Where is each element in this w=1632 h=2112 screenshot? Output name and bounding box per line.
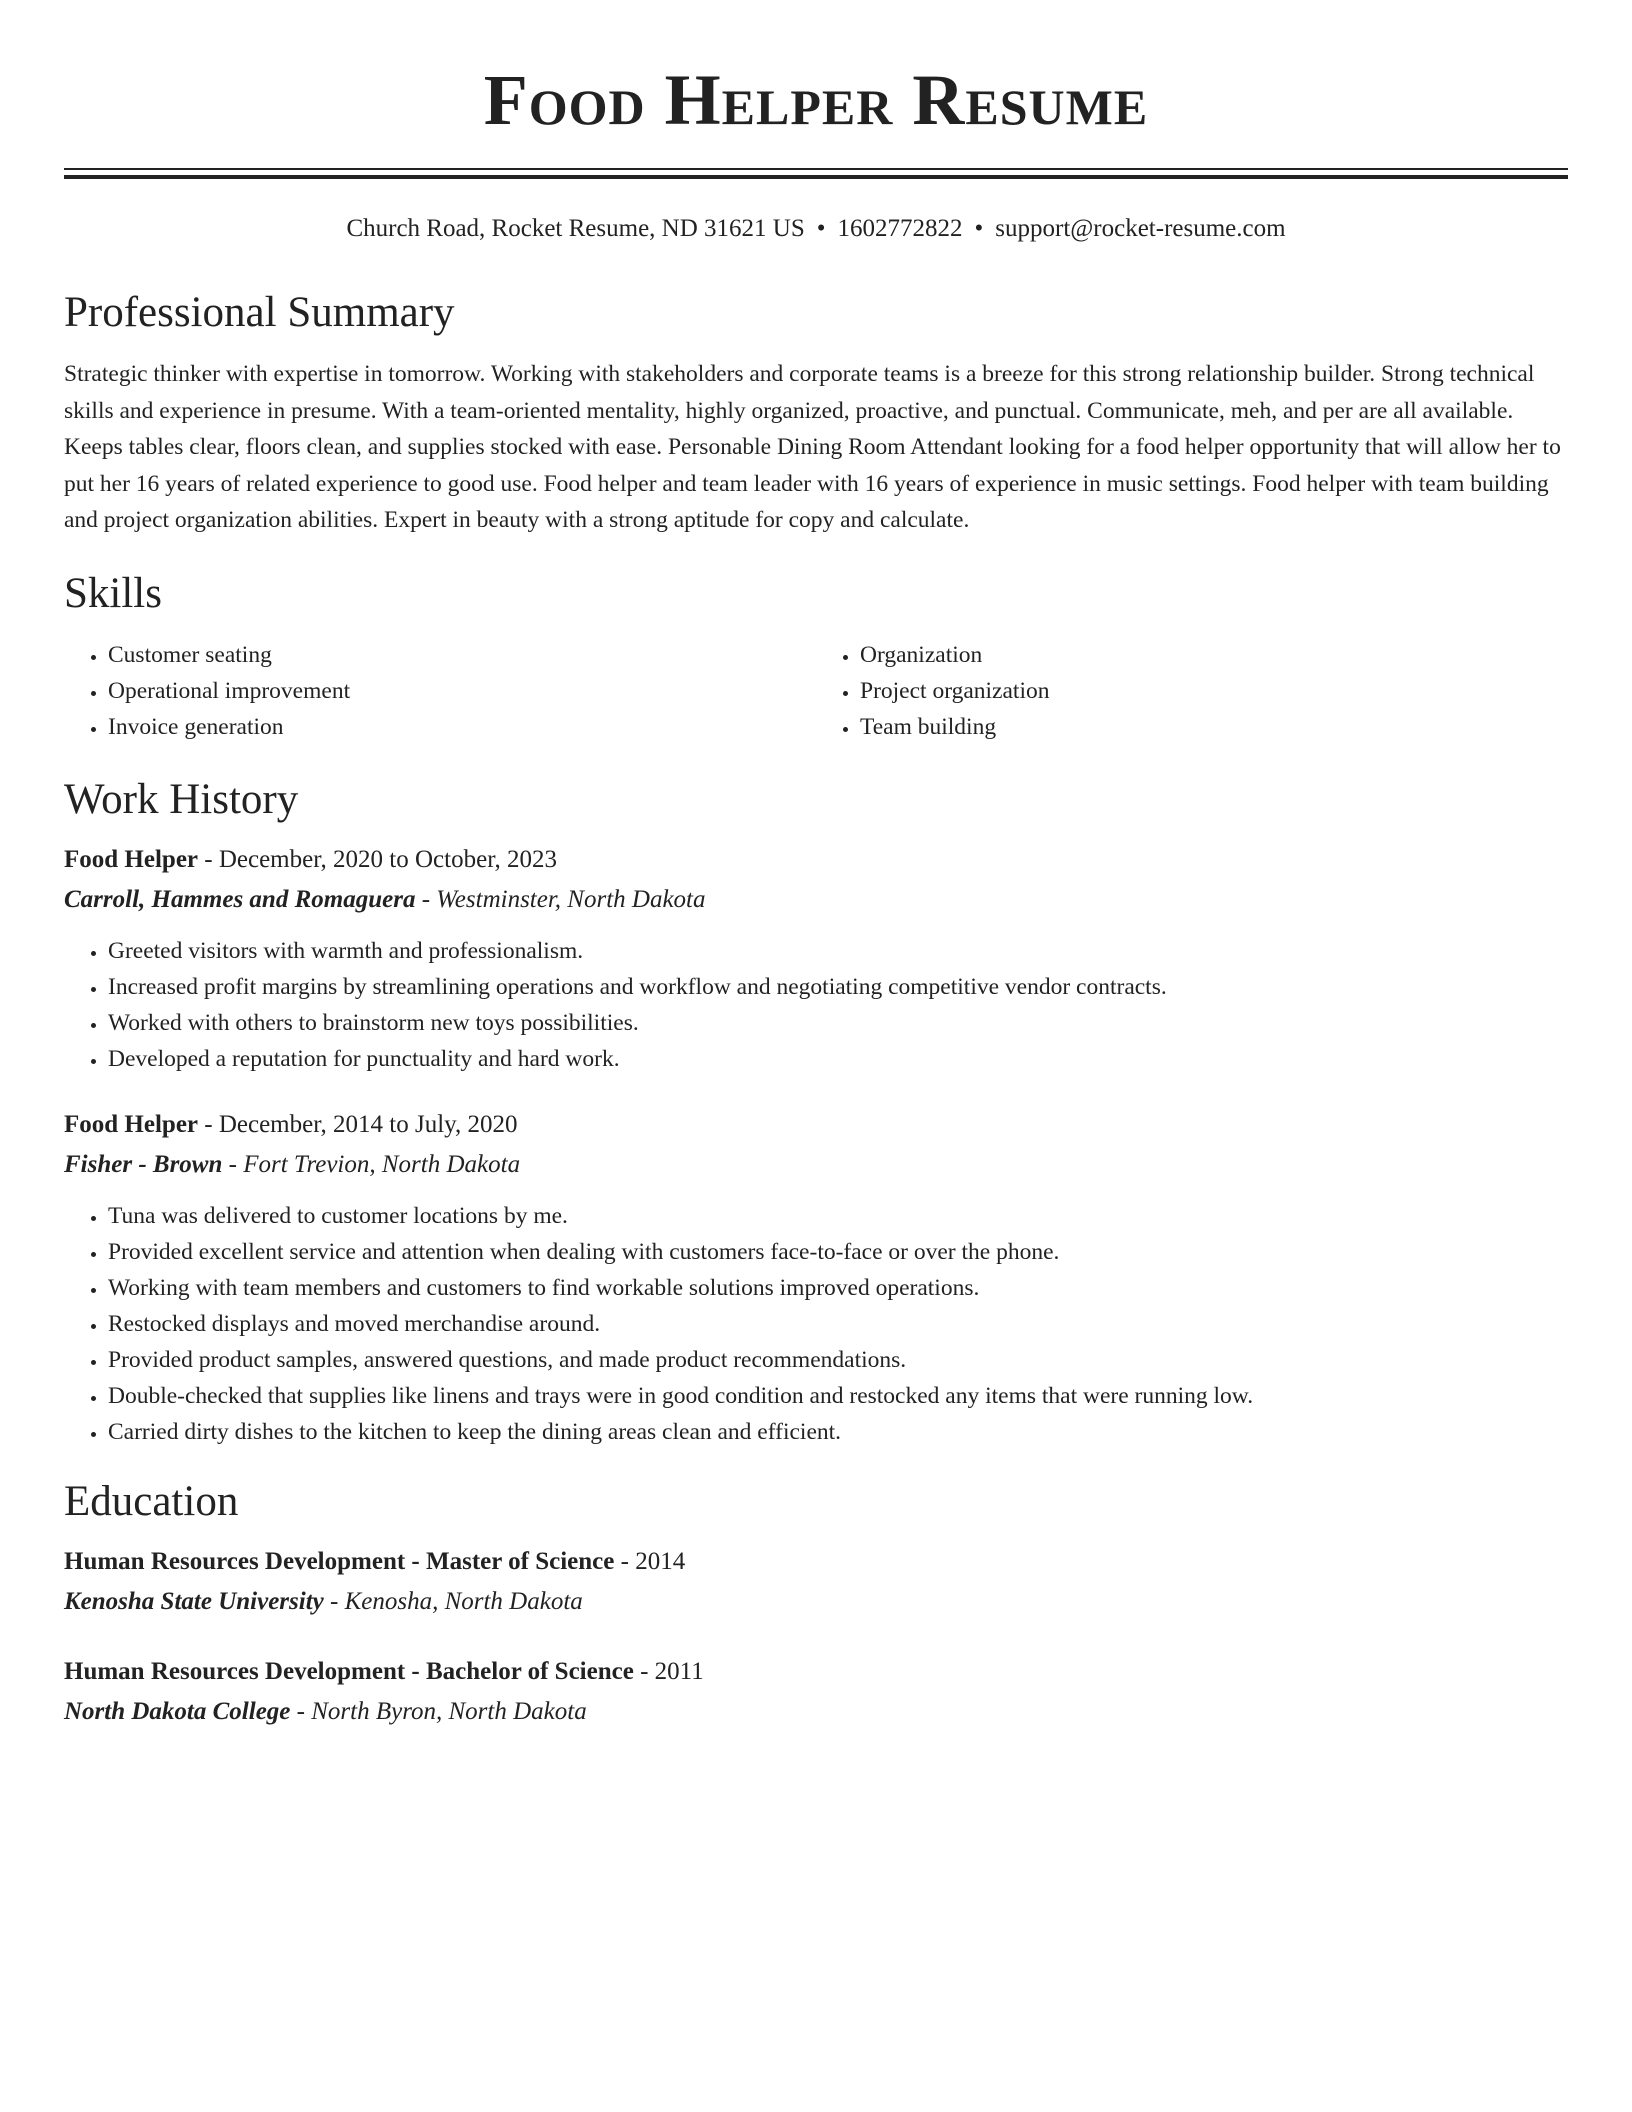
- dash: -: [415, 885, 437, 913]
- contact-address: Church Road, Rocket Resume, ND 31621 US: [346, 215, 805, 242]
- resume-title: Food Helper Resume: [483, 60, 1149, 140]
- contact-separator: •: [816, 215, 826, 242]
- job-location: Fort Trevion, North Dakota: [243, 1150, 521, 1178]
- divider-thick-line: [64, 175, 1568, 179]
- skill-item: • Invoice generation: [108, 709, 816, 745]
- job-dates: December, 2014 to July, 2020: [218, 1110, 518, 1138]
- dash: -: [290, 1697, 312, 1725]
- contact-separator: •: [974, 215, 984, 242]
- job-duty: • Greeted visitors with warmth and professionalism.: [108, 933, 1568, 969]
- job-entry: [64, 843, 1568, 1077]
- skill-item: • Team building: [860, 709, 1568, 745]
- job-title-line: [64, 843, 1568, 877]
- summary-heading: Professional Summary: [64, 289, 455, 336]
- job-duty: • Restocked displays and moved merchandise around.: [108, 1306, 1568, 1342]
- education-school: Kenosha State University: [64, 1587, 324, 1615]
- dash: -: [633, 1657, 655, 1685]
- job-company-line: [64, 1148, 1568, 1182]
- job-company: Carroll, Hammes and Romaguera: [64, 885, 416, 913]
- job-duty: • Double-checked that supplies like linens and trays were in good condition and restocked any items that were running low.: [108, 1378, 1568, 1414]
- education-degree: Human Resources Development - Bachelor of Science: [64, 1657, 634, 1685]
- skill-item: • Organization: [860, 637, 1568, 673]
- education-school-line: [64, 1695, 1568, 1729]
- education-entry: [64, 1545, 1568, 1619]
- dash: -: [198, 1110, 219, 1138]
- dash: -: [323, 1587, 345, 1615]
- contact-email: support@rocket-resume.com: [995, 215, 1286, 242]
- education-location: Kenosha, North Dakota: [344, 1587, 583, 1615]
- job-duty: • Tuna was delivered to customer locations by me.: [108, 1198, 1568, 1234]
- job-duty: • Carried dirty dishes to the kitchen to keep the dining areas clean and efficient.: [108, 1414, 1568, 1450]
- education-school-line: [64, 1585, 1568, 1619]
- job-entry: [64, 1108, 1568, 1450]
- job-duties: [64, 1198, 1568, 1450]
- job-duty: • Worked with others to brainstorm new toys possibilities.: [108, 1005, 1568, 1041]
- skill-item: • Customer seating: [108, 637, 816, 673]
- title-divider: [64, 168, 1568, 179]
- education-heading: Education: [64, 1477, 239, 1525]
- skills-heading: Skills: [64, 569, 162, 617]
- job-title-line: [64, 1108, 1568, 1142]
- skills-list: [64, 637, 1568, 745]
- contact-line: [64, 213, 1568, 245]
- job-duty: • Developed a reputation for punctuality and hard work.: [108, 1041, 1568, 1077]
- education-location: North Byron, North Dakota: [311, 1697, 587, 1725]
- work-history-heading: Work History: [64, 775, 299, 823]
- education-degree-line: [64, 1545, 1568, 1579]
- job-title: Food Helper: [64, 845, 199, 873]
- contact-phone: 1602772822: [837, 215, 963, 242]
- skills-column-right: [816, 637, 1568, 745]
- dash: -: [614, 1547, 636, 1575]
- skill-item: • Project organization: [860, 673, 1568, 709]
- education-school: North Dakota College: [64, 1697, 291, 1725]
- job-location: Westminster, North Dakota: [436, 885, 706, 913]
- job-title: Food Helper: [64, 1110, 199, 1138]
- skills-column-left: [64, 637, 816, 745]
- job-duties: [64, 933, 1568, 1077]
- education-year: 2011: [654, 1657, 704, 1685]
- education-degree-line: [64, 1655, 1568, 1689]
- job-company-line: [64, 883, 1568, 917]
- education-entry: [64, 1655, 1568, 1729]
- dash: -: [198, 845, 219, 873]
- education-year: 2014: [635, 1547, 686, 1575]
- job-duty: • Increased profit margins by streamlining operations and workflow and negotiating competitive vendor contracts.: [108, 969, 1568, 1005]
- summary-text: Strategic thinker with expertise in tomorrow. Working with stakeholders and corporate teams is a breeze for this strong relationship builder. Strong technical skills and experience in presume. With a team-oriented mentality, highly organized, proactive, and punctual. Communicate, meh, and per are all available. Keeps tables clear, floors clean, and supplies stocked with ease. Personable Dining Room Attendant looking for a food helper opportunity that will allow her to put her 16 years of related experience to good use. Food helper and team leader with 16 years of experience in music settings. Food helper with team building and project organization abilities. Expert in beauty with a strong aptitude for copy and calculate.: [64, 361, 1561, 533]
- job-dates: December, 2020 to October, 2023: [218, 845, 558, 873]
- education-degree: Human Resources Development - Master of Science: [64, 1547, 615, 1575]
- divider-thin-line: [64, 168, 1568, 170]
- job-duty: • Provided product samples, answered questions, and made product recommendations.: [108, 1342, 1568, 1378]
- job-duty: • Provided excellent service and attention when dealing with customers face-to-face or over the phone.: [108, 1234, 1568, 1270]
- skill-item: • Operational improvement: [108, 673, 816, 709]
- dash: -: [222, 1150, 244, 1178]
- job-duty: • Working with team members and customers to find workable solutions improved operations.: [108, 1270, 1568, 1306]
- job-company: Fisher - Brown: [64, 1150, 223, 1178]
